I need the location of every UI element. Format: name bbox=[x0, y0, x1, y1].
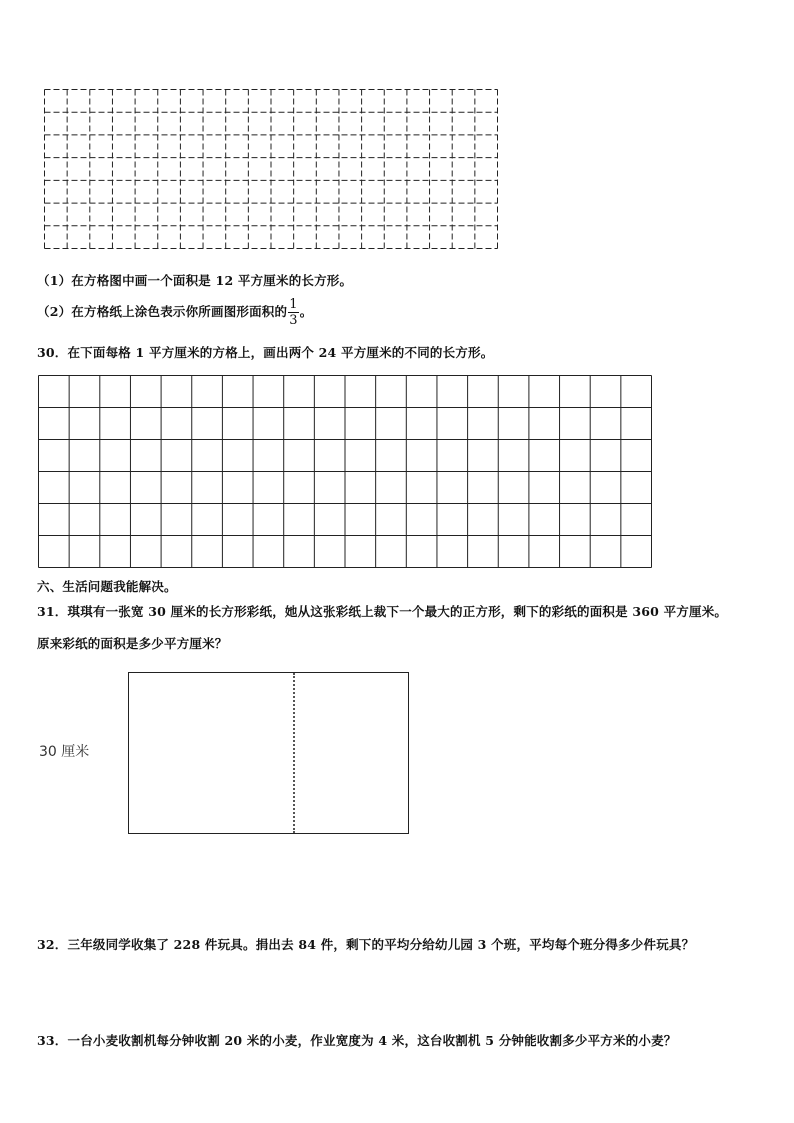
q29-part2-prefix: （2）在方格纸上涂色表示你所画图形面积的 bbox=[37, 304, 288, 319]
q33-text: 33．一台小麦收割机每分钟收割 20 米的小麦，作业宽度为 4 米，这台收割机 5 分钟能收割多少平方米的小麦？ bbox=[37, 1033, 677, 1048]
q29-part1: （1）在方格图中画一个面积是 12 平方厘米的长方形。 bbox=[37, 273, 353, 288]
dashed-grid bbox=[44, 89, 498, 249]
q29-part2 bbox=[37, 298, 312, 327]
paper-figure bbox=[128, 672, 409, 834]
width-label: 30 厘米 bbox=[39, 744, 90, 760]
q32-text: 32．三年级同学收集了 228 件玩具。捐出去 84 件，剩下的平均分给幼儿园 3 个班，平均每个班分得多少件玩具？ bbox=[37, 937, 695, 952]
solid-grid bbox=[38, 375, 652, 568]
q29-part2-suffix: 。 bbox=[299, 304, 313, 319]
q30-text: 30．在下面每格 1 平方厘米的方格上，画出两个 24 平方厘米的不同的长方形。 bbox=[37, 345, 494, 360]
q31-line1: 31．琪琪有一张宽 30 厘米的长方形彩纸，她从这张彩纸上裁下一个最大的正方形，剩下的彩纸的面积是 360 平方厘米。 bbox=[37, 604, 728, 619]
fraction-denominator: 3 bbox=[289, 313, 298, 328]
q31-line2: 原来彩纸的面积是多少平方厘米？ bbox=[37, 636, 228, 651]
fraction-one-third bbox=[288, 298, 298, 327]
fraction-numerator: 1 bbox=[289, 297, 298, 312]
cut-line bbox=[293, 673, 295, 833]
section6-title: 六、生活问题我能解决。 bbox=[37, 579, 177, 594]
